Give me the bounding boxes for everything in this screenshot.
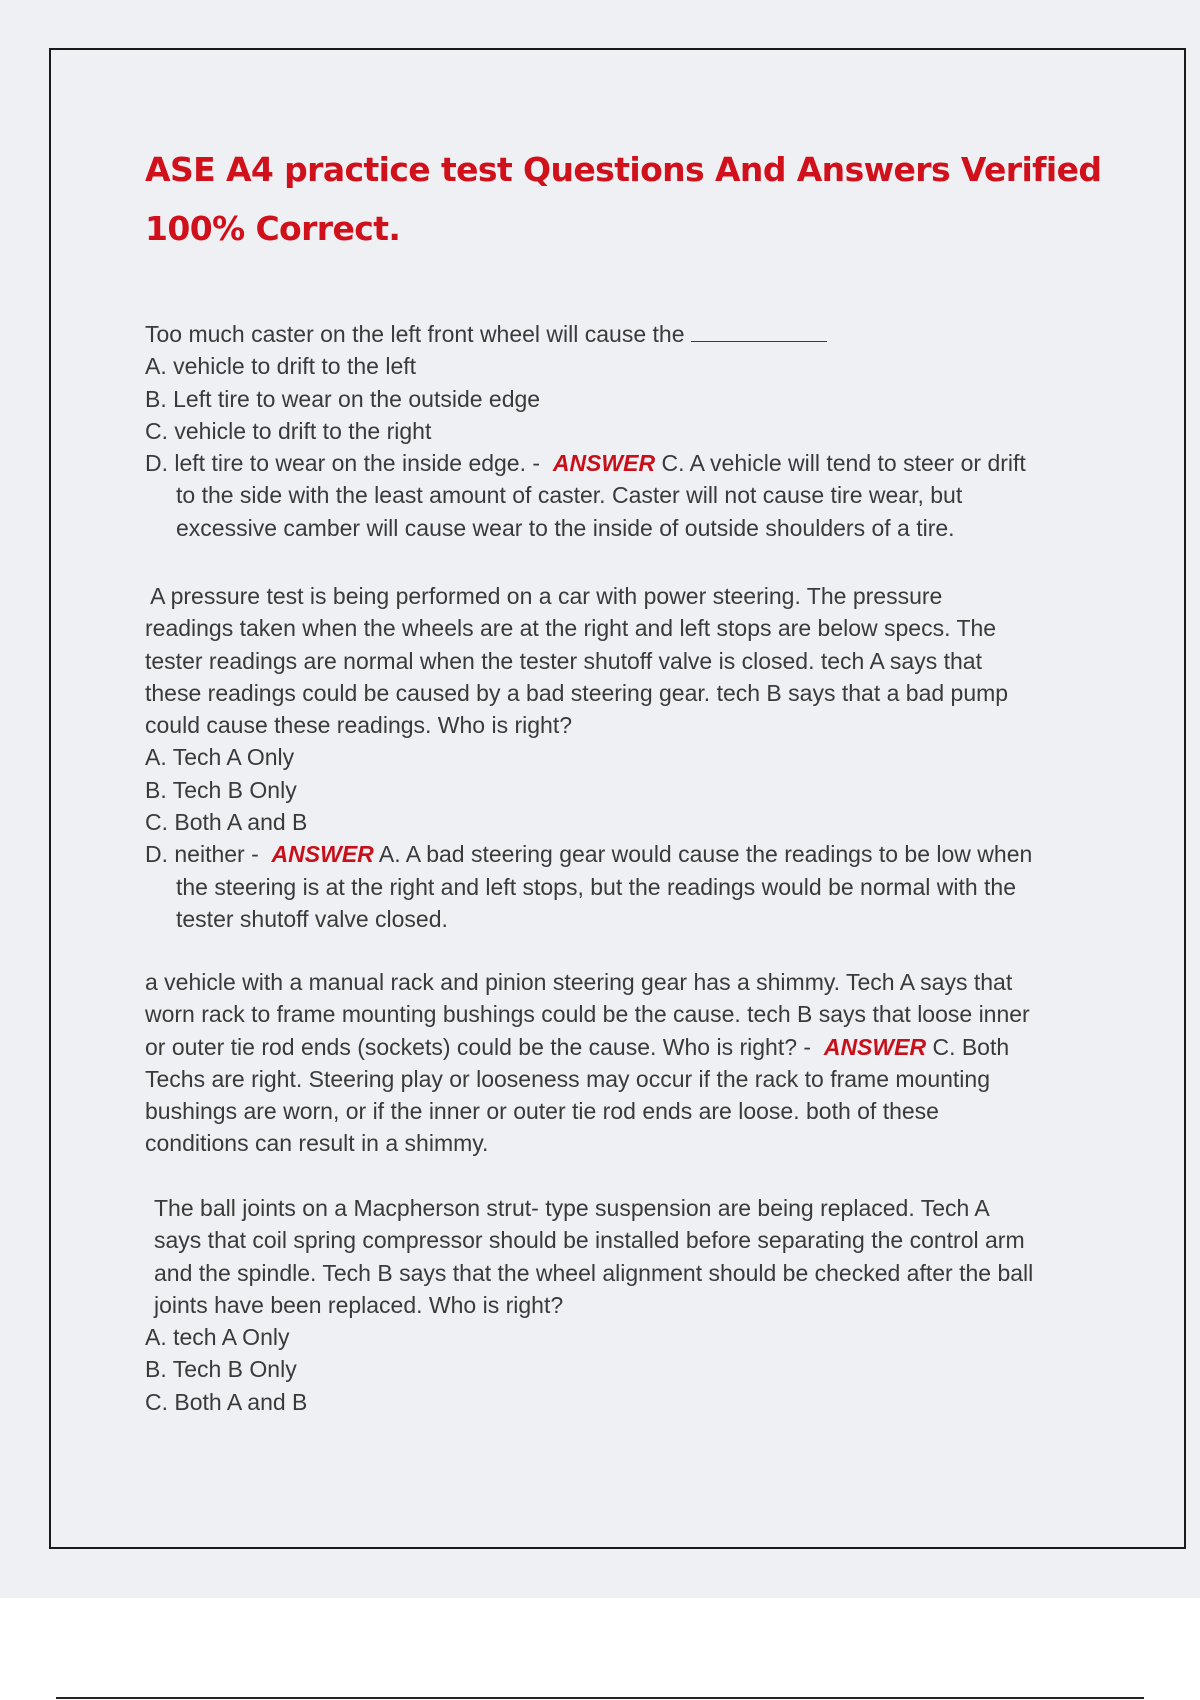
q2-option-d: D. neither - (145, 841, 259, 868)
q2-option-c: C. Both A and B (145, 809, 308, 836)
q1-answer-2: to the side with the least amount of caster. Caster will not cause tire wear, but (176, 482, 963, 509)
q1-stem: Too much caster on the left front wheel will cause the (145, 321, 685, 347)
q2-stem-3: tester readings are normal when the tester shutoff valve is closed. tech A says that (145, 647, 982, 674)
q4-option-b: B. Tech B Only (145, 1356, 297, 1383)
q2-option-b: B. Tech B Only (145, 776, 297, 803)
q3-line-4: Techs are right. Steering play or looseness may occur if the rack to frame mounting (145, 1065, 991, 1092)
document-title (145, 140, 1105, 258)
q1-option-a: A. vehicle to drift to the left (145, 353, 417, 380)
q2-stem-4: these readings could be caused by a bad steering gear. tech B says that a bad pump (145, 679, 1009, 706)
q3-line-5: bushings are worn, or if the inner or outer tie rod ends are loose. both of these (145, 1098, 939, 1125)
title-line-1: ASE A4 practice test Questions And Answers Verified (145, 150, 1102, 189)
question-2 (145, 580, 1095, 935)
q1-answer-label: ANSWER (552, 450, 656, 477)
q3-answer-label: ANSWER (823, 1033, 927, 1060)
q2-answer-1: A. A bad steering gear would cause the readings to be low when (378, 841, 1033, 868)
q1-answer-3: excessive camber will cause wear to the inside of outside shoulders of a tire. (176, 514, 955, 541)
q1-option-b: B. Left tire to wear on the outside edge (145, 385, 541, 412)
q3-line-6: conditions can result in a shimmy. (145, 1130, 489, 1157)
q2-stem-1: A pressure test is being performed on a car with power steering. The pressure (145, 583, 943, 609)
q2-stem-5: could cause these readings. Who is right? (145, 712, 573, 739)
question-1 (145, 318, 1095, 544)
footer-rule (56, 1697, 1144, 1699)
q2-answer-2: the steering is at the right and left stops, but the readings would be normal with the (176, 873, 1016, 900)
q4-stem-3: and the spindle. Tech B says that the wheel alignment should be checked after the ball (154, 1259, 1034, 1286)
q2-answer-label: ANSWER (271, 841, 374, 868)
q4-stem-2: says that coil spring compressor should be installed before separating the control arm (154, 1227, 1025, 1254)
q2-stem-2: readings taken when the wheels are at the right and left stops are below specs. The (145, 615, 997, 642)
q1-answer-1: C. A vehicle will tend to steer or drift (661, 450, 1026, 477)
q4-option-c: C. Both A and B (145, 1388, 308, 1415)
q3-answer-1: C. Both (932, 1033, 1010, 1060)
title-line-2: 100% Correct. (145, 209, 401, 248)
q4-stem-4: joints have been replaced. Who is right? (154, 1291, 564, 1318)
question-4 (145, 1192, 1095, 1418)
q1-blank (691, 321, 827, 342)
q1-option-d: D. left tire to wear on the inside edge. - (145, 450, 541, 477)
q3-line-1: a vehicle with a manual rack and pinion steering gear has a shimmy. Tech A says that (145, 969, 1013, 995)
q3-line-2: worn rack to frame mounting bushings could be the cause. tech B says that loose inner (145, 1001, 1030, 1028)
q1-option-c: C. vehicle to drift to the right (145, 417, 432, 444)
question-3 (145, 966, 1095, 1160)
q4-stem-1: The ball joints on a Macpherson strut- type suspension are being replaced. Tech A (154, 1195, 990, 1221)
q2-option-a: A. Tech A Only (145, 744, 295, 771)
q2-answer-3: tester shutoff valve closed. (176, 905, 448, 932)
q4-option-a: A. tech A Only (145, 1324, 290, 1351)
q3-line-3: or outer tie rod ends (sockets) could be the cause. Who is right? - (145, 1033, 812, 1060)
